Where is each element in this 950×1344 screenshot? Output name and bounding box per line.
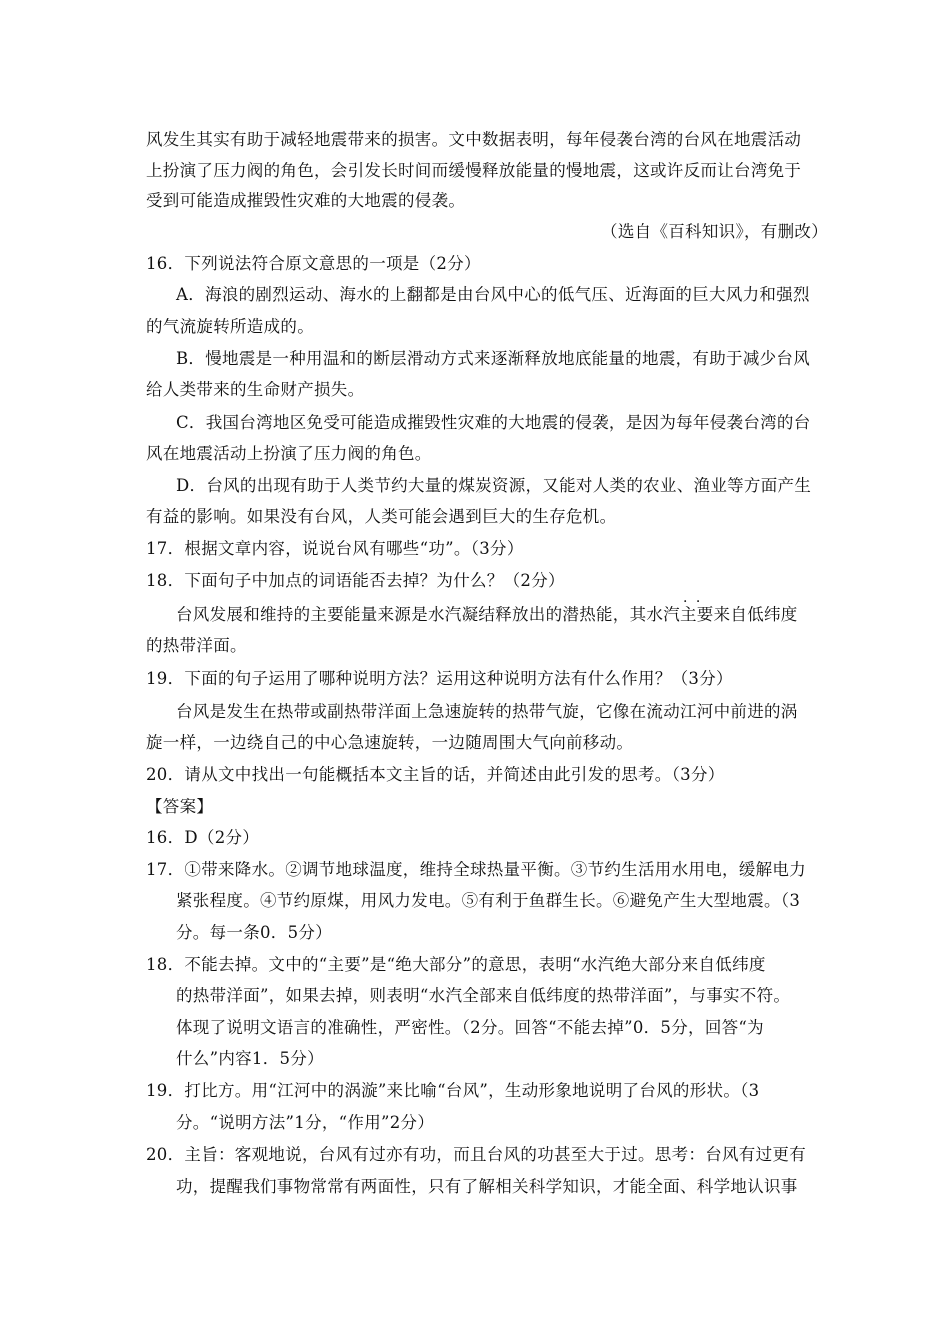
- question-18-sentence: 的热带洋面。: [146, 636, 247, 655]
- question-19-sentence: 台风是发生在热带或副热带洋面上急速旋转的热带气旋，它像在流动江河中前进的涡: [176, 702, 798, 721]
- answer-header: 【答案】: [146, 797, 214, 816]
- answer-19-line: 19．打比方。用“江河中的涡漩”来比喻“台风”，生动形象地说明了台风的形状。（3: [146, 1081, 760, 1100]
- answer-18-line: 体现了说明文语言的准确性，严密性。（2分。回答“不能去掉”0．5分，回答“为: [176, 1018, 764, 1037]
- answer-17-line: 17．①带来降水。②调节地球温度，维持全球热量平衡。③节约生活用水用电，缓解电力: [146, 860, 806, 879]
- answer-20-line: 20．主旨：客观地说，台风有过亦有功，而且台风的功甚至大于过。思考：台风有过更有: [146, 1145, 806, 1164]
- answer-18-line: 18．不能去掉。文中的“主要”是“绝大部分”的意思，表明“水汽绝大部分来自低纬度: [146, 955, 766, 974]
- question-17: 17．根据文章内容，说说台风有哪些“功”。（3分）: [146, 539, 524, 558]
- answer-16: 16．D（2分）: [146, 828, 260, 847]
- answer-18-line: 什么”内容1．5分）: [176, 1049, 324, 1068]
- passage-line: 受到可能造成摧毁性灾难的大地震的侵袭。: [146, 191, 466, 210]
- passage-line: 风发生其实有助于减轻地震带来的损害。文中数据表明，每年侵袭台湾的台风在地震活动: [146, 130, 802, 149]
- sentence-text: 台风发展和维持的主要能量来源是水汽凝结释放出的潜热能，其水汽: [176, 605, 680, 624]
- answer-17-line: 分。每一条0．5分）: [176, 923, 332, 942]
- question-18-sentence: [176, 604, 856, 626]
- source-citation: （选自《百科知识》，有删改）: [601, 222, 828, 241]
- option-a-line: A．海浪的剧烈运动、海水的上翻都是由台风中心的低气压、近海面的巨大风力和强烈: [176, 285, 810, 304]
- question-19-sentence: 旋一样，一边绕自己的中心急速旋转，一边随周围大气向前移动。: [146, 733, 634, 752]
- dotted-word: · · 主要: [680, 604, 714, 626]
- sentence-text: 来自低纬度: [713, 605, 798, 624]
- option-b-line: 给人类带来的生命财产损失。: [146, 380, 365, 399]
- option-c-line: C．我国台湾地区免受可能造成摧毁性灾难的大地震的侵袭，是因为每年侵袭台湾的台: [176, 413, 811, 432]
- answer-19-line: 分。“说明方法”1分，“作用”2分）: [176, 1113, 435, 1132]
- answer-18-line: 的热带洋面”，如果去掉，则表明“水汽全部来自低纬度的热带洋面”，与事实不符。: [176, 986, 791, 1005]
- passage-line: 上扮演了压力阀的角色，会引发长时间而缓慢释放能量的慢地震，这或许反而让台湾免于: [146, 161, 802, 180]
- option-b-line: B．慢地震是一种用温和的断层滑动方式来逐渐释放地底能量的地震，有助于减少台风: [176, 349, 811, 368]
- question-18-stem: 18．下面句子中加点的词语能否去掉？为什么？（2分）: [146, 571, 565, 590]
- question-20: 20．请从文中找出一句能概括本文主旨的话，并简述由此引发的思考。（3分）: [146, 765, 725, 784]
- answer-17-line: 紧张程度。④节约原煤，用风力发电。⑤有利于鱼群生长。⑥避免产生大型地震。（3: [176, 891, 801, 910]
- option-c-line: 风在地震活动上扮演了压力阀的角色。: [146, 444, 432, 463]
- option-a-line: 的气流旋转所造成的。: [146, 317, 314, 336]
- answer-20-line: 功，提醒我们事物常常有两面性，只有了解相关科学知识，才能全面、科学地认识事: [176, 1177, 798, 1196]
- option-d-line: 有益的影响。如果没有台风，人类可能会遇到巨大的生存危机。: [146, 507, 617, 526]
- option-d-line: D．台风的出现有助于人类节约大量的煤炭资源，又能对人类的农业、渔业等方面产生: [176, 476, 812, 495]
- question-19-stem: 19．下面的句子运用了哪种说明方法？运用这种说明方法有什么作用？（3分）: [146, 669, 733, 688]
- question-16-stem: 16．下列说法符合原文意思的一项是（2分）: [146, 254, 481, 273]
